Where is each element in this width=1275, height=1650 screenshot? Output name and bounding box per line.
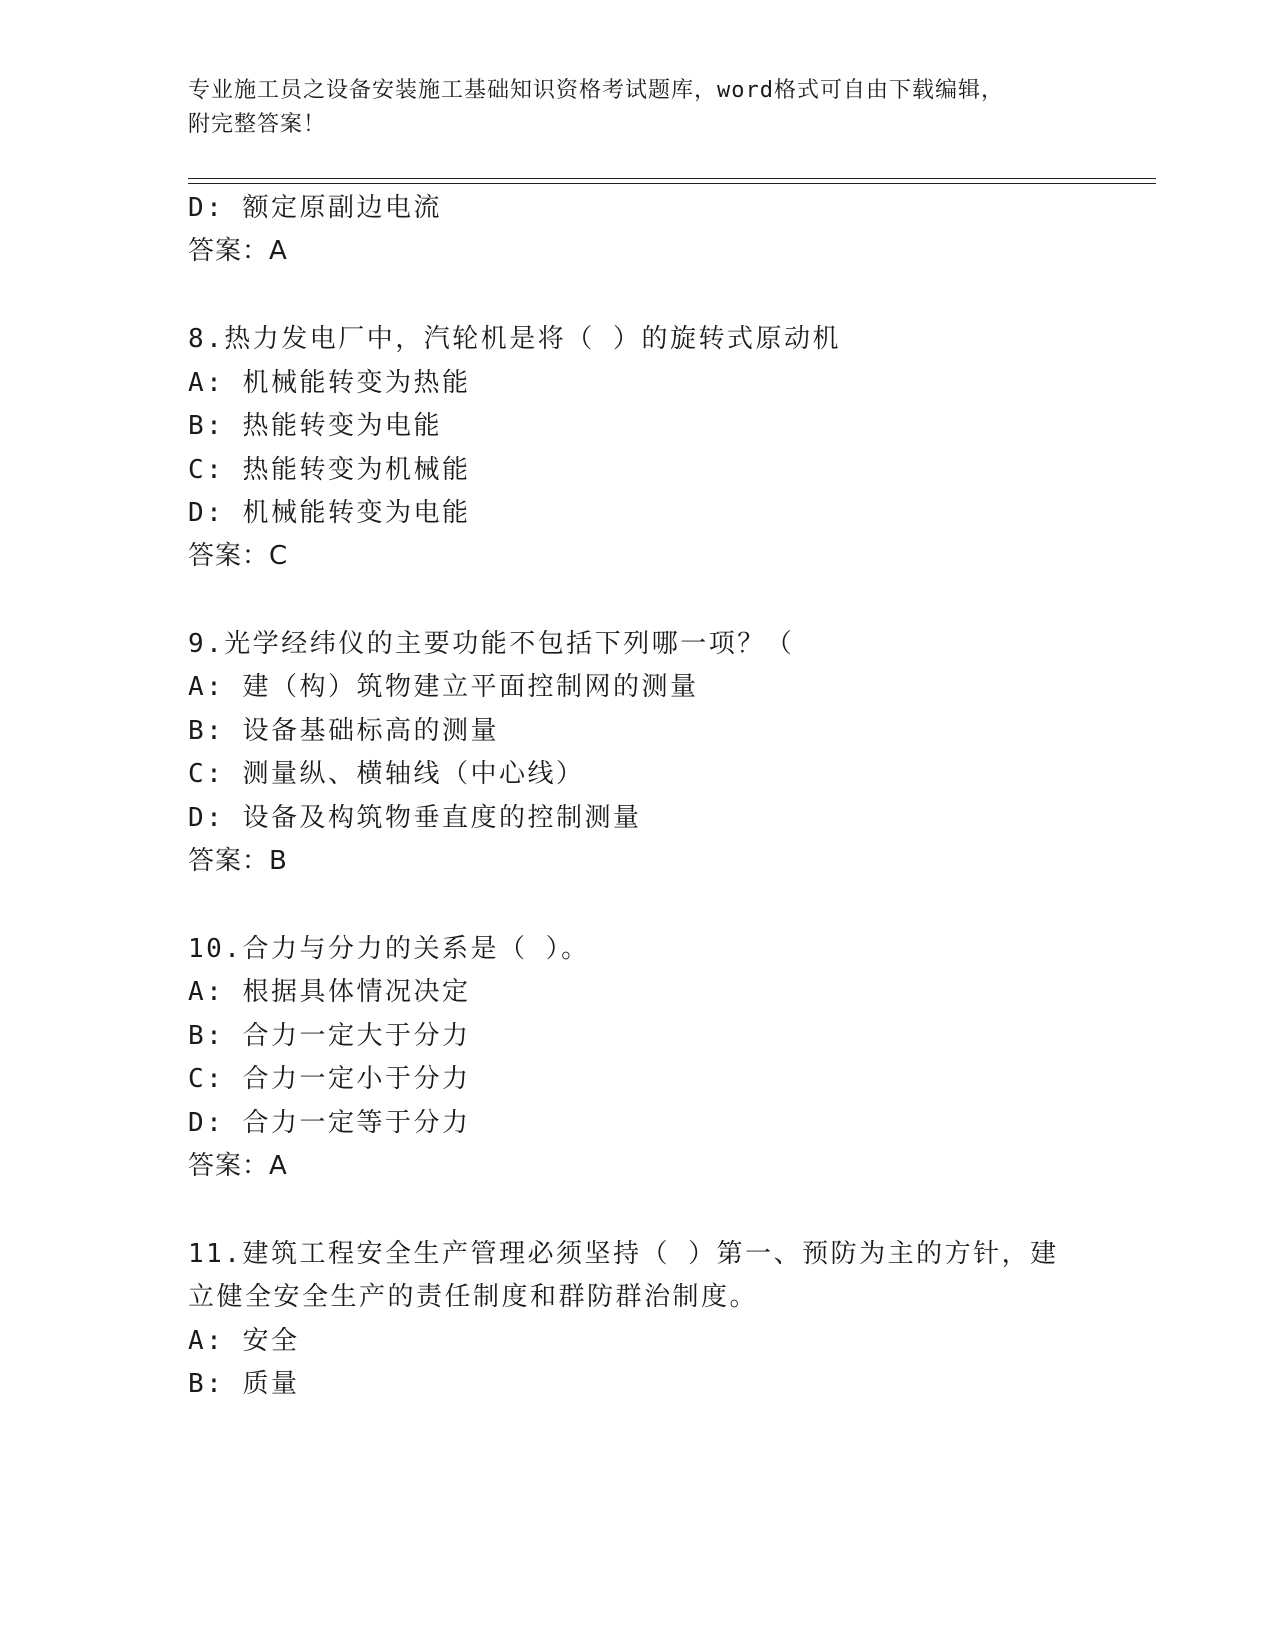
- prev-answer: 答案：A: [188, 236, 288, 266]
- q8-option-a: A: 机械能转变为热能: [188, 368, 471, 398]
- q9-option-a: A: 建（构）筑物建立平面控制网的测量: [188, 672, 699, 702]
- q8-option-b: B: 热能转变为电能: [188, 411, 442, 441]
- q10-option-a: A: 根据具体情况决定: [188, 977, 471, 1007]
- q11-option-b: B: 质量: [188, 1369, 300, 1399]
- q8-option-c: C: 热能转变为机械能: [188, 455, 471, 485]
- q9-option-c: C: 测量纵、横轴线（中心线）: [188, 759, 585, 789]
- q11-stem-line-1: 11.建筑工程安全生产管理必须坚持（ ）第一、预防为主的方针，建: [188, 1239, 1059, 1269]
- q9-answer: 答案：B: [188, 846, 288, 876]
- q9-option-b: B: 设备基础标高的测量: [188, 716, 499, 746]
- q11-option-a: A: 安全: [188, 1326, 300, 1356]
- q10-answer: 答案：A: [188, 1151, 288, 1181]
- q9-option-d: D: 设备及构筑物垂直度的控制测量: [188, 803, 642, 833]
- q10-option-d: D: 合力一定等于分力: [188, 1108, 471, 1138]
- q9-stem: 9.光学经纬仪的主要功能不包括下列哪一项？（: [188, 629, 795, 659]
- header-line-2: 附完整答案！: [188, 112, 327, 137]
- q10-option-c: C: 合力一定小于分力: [188, 1064, 471, 1094]
- q10-option-b: B: 合力一定大于分力: [188, 1021, 471, 1051]
- prev-option-d: D: 额定原副边电流: [188, 193, 442, 223]
- document-header: [188, 74, 1068, 142]
- header-divider-bottom: [188, 183, 1156, 184]
- q8-answer: 答案：C: [188, 541, 289, 571]
- q8-option-d: D: 机械能转变为电能: [188, 498, 471, 528]
- header-divider-top: [188, 178, 1156, 179]
- q10-stem: 10.合力与分力的关系是（ ）。: [188, 934, 590, 964]
- header-line-1: 专业施工员之设备安装施工基础知识资格考试题库，word格式可自由下载编辑，: [188, 78, 1004, 103]
- q11-stem-line-2: 立健全安全生产的责任制度和群防群治制度。: [188, 1282, 759, 1312]
- q8-stem: 8.热力发电厂中，汽轮机是将（ ）的旋转式原动机: [188, 324, 841, 354]
